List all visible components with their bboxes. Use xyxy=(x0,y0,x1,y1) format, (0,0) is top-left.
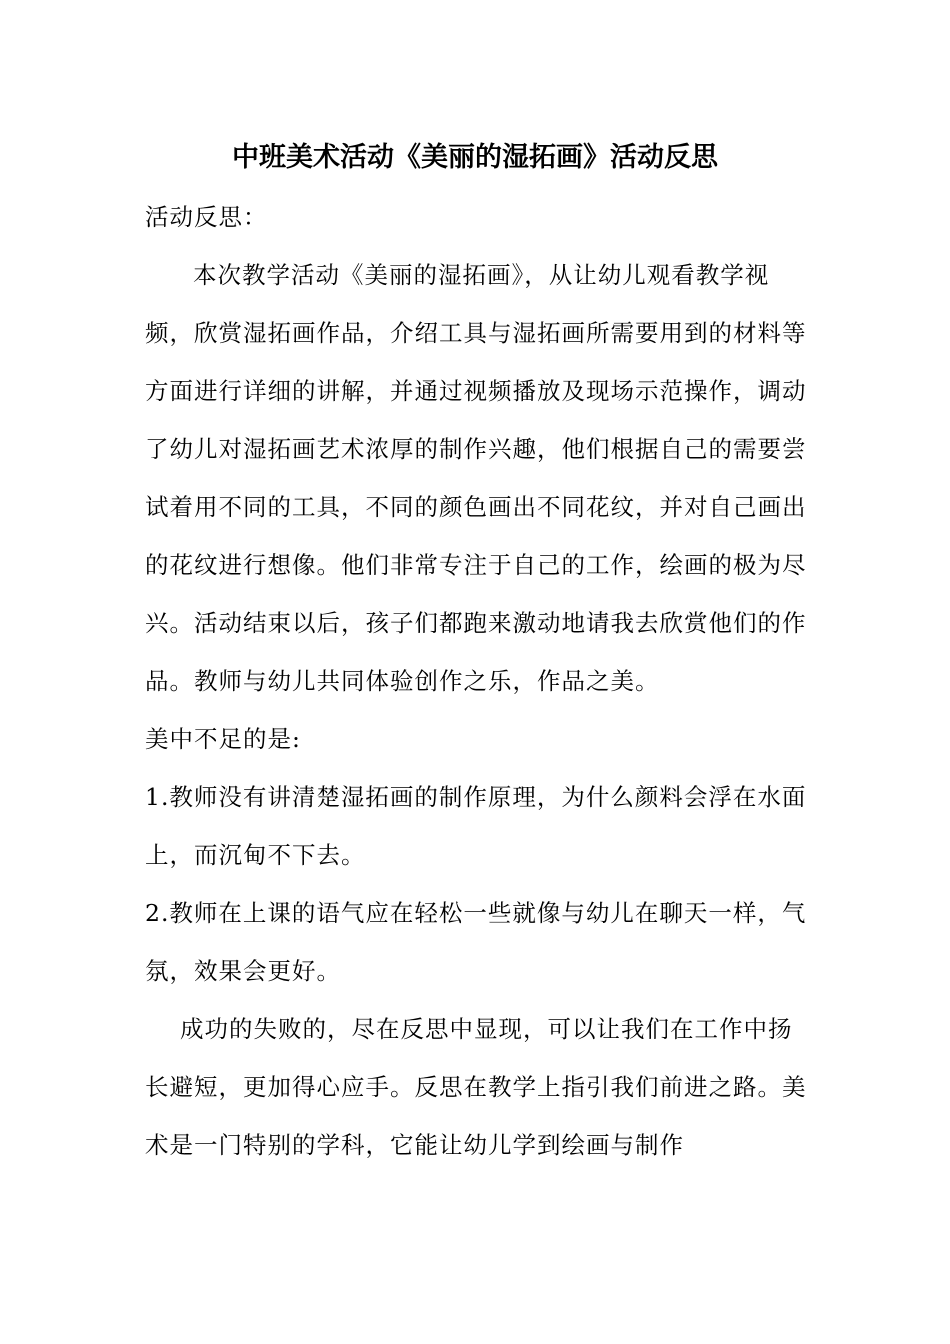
document-body xyxy=(145,188,809,1174)
section-heading-reflection: 活动反思： xyxy=(145,203,268,231)
paragraph-activity-summary: 本次教学活动《美丽的湿拓画》，从让幼儿观看教学视频，欣赏湿拓画作品，介绍工具与湿拓画所需要用到的材料等方面进行详细的讲解，并通过视频播放及现场示范操作，调动了幼儿对湿拓画艺术浓厚的制作兴趣，他们根据自己的需要尝试着用不同的工具，不同的颜色画出不同花纹，并对自己画出的花纹进行想像。他们非常专注于自己的工作，绘画的极为尽兴。活动结束以后，孩子们都跑来激动地请我去欣赏他们的作品。教师与幼儿共同体验创作之乐，作品之美。 xyxy=(145,261,807,695)
list-item-shortcoming-2: 2.教师在上课的语气应在轻松一些就像与幼儿在聊天一样，气氛，效果会更好。 xyxy=(145,899,807,985)
document-title: 中班美术活动《美丽的湿拓画》活动反思 xyxy=(232,142,718,173)
paragraph-conclusion: 成功的失败的，尽在反思中显现，可以让我们在工作中扬长避短，更加得心应手。反思在教学上指引我们前进之路。美术是一门特别的学科，它能让幼儿学到绘画与制作 xyxy=(145,1015,807,1159)
list-item-shortcoming-1: 1.教师没有讲清楚湿拓画的制作原理，为什么颜料会浮在水面上，而沉甸不下去。 xyxy=(145,783,807,869)
section-heading-shortcomings: 美中不足的是: xyxy=(145,725,301,753)
